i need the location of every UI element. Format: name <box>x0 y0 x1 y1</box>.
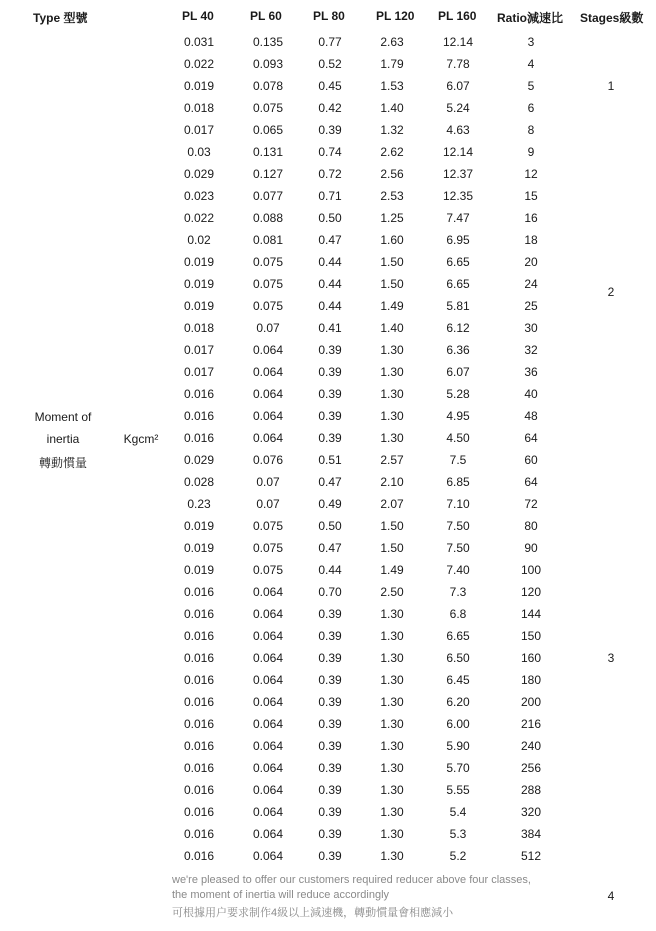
cell-pl160: 6.50 <box>446 651 470 665</box>
cell-pl160: 6.12 <box>446 321 470 335</box>
cell-pl60: 0.07 <box>256 321 280 335</box>
label-chinese: 轉動慣量 <box>38 456 87 470</box>
cell-pl160: 6.45 <box>446 673 470 687</box>
cell-pl40: 0.028 <box>183 475 215 489</box>
cell-pl120: 1.25 <box>380 211 404 225</box>
cell-pl120: 2.57 <box>380 453 404 467</box>
header-pl160: PL 160 <box>438 9 477 23</box>
cell-pl40: 0.016 <box>183 607 215 621</box>
cell-pl120: 1.30 <box>380 849 404 863</box>
note-english-1: we're pleased to offer our customers required reducer above four classes, <box>172 874 531 886</box>
cell-pl60: 0.075 <box>252 299 284 313</box>
cell-pl60: 0.078 <box>252 79 284 93</box>
cell-pl60: 0.064 <box>252 585 284 599</box>
cell-pl60: 0.064 <box>252 343 284 357</box>
cell-ratio: 36 <box>524 365 538 379</box>
cell-pl40: 0.019 <box>183 541 215 555</box>
cell-ratio: 5 <box>527 79 535 93</box>
cell-pl80: 0.39 <box>318 739 342 753</box>
cell-pl80: 0.49 <box>318 497 342 511</box>
cell-pl80: 0.39 <box>318 629 342 643</box>
cell-pl80: 0.39 <box>318 123 342 137</box>
cell-ratio: 24 <box>524 277 538 291</box>
cell-pl80: 0.72 <box>318 167 342 181</box>
cell-ratio: 80 <box>524 519 538 533</box>
cell-pl160: 5.24 <box>446 101 470 115</box>
cell-pl120: 1.30 <box>380 783 404 797</box>
cell-pl80: 0.39 <box>318 431 342 445</box>
cell-ratio: 15 <box>524 189 538 203</box>
cell-pl40: 0.017 <box>183 343 215 357</box>
cell-pl40: 0.016 <box>183 673 215 687</box>
cell-pl80: 0.47 <box>318 541 342 555</box>
cell-pl160: 7.5 <box>449 453 467 467</box>
cell-ratio: 16 <box>524 211 538 225</box>
cell-ratio: 30 <box>524 321 538 335</box>
cell-pl40: 0.03 <box>187 145 211 159</box>
cell-pl60: 0.064 <box>252 673 284 687</box>
header-pl60: PL 60 <box>250 9 282 23</box>
cell-ratio: 256 <box>520 761 542 775</box>
cell-pl160: 12.14 <box>442 35 474 49</box>
cell-pl60: 0.075 <box>252 255 284 269</box>
cell-ratio: 120 <box>520 585 542 599</box>
cell-pl120: 1.49 <box>380 563 404 577</box>
cell-ratio: 100 <box>520 563 542 577</box>
cell-pl60: 0.064 <box>252 431 284 445</box>
cell-pl120: 1.60 <box>380 233 404 247</box>
cell-ratio: 64 <box>524 431 538 445</box>
cell-pl40: 0.016 <box>183 651 215 665</box>
cell-pl40: 0.018 <box>183 321 215 335</box>
cell-pl160: 12.14 <box>442 145 474 159</box>
cell-pl120: 1.30 <box>380 761 404 775</box>
cell-pl160: 6.07 <box>446 365 470 379</box>
header-pl40: PL 40 <box>182 9 214 23</box>
cell-ratio: 72 <box>524 497 538 511</box>
header-stages: Stages級數 <box>580 11 644 25</box>
cell-pl60: 0.135 <box>252 35 284 49</box>
cell-pl160: 7.50 <box>446 519 470 533</box>
label-unit: Kgcm² <box>123 432 159 446</box>
cell-pl160: 6.95 <box>446 233 470 247</box>
cell-ratio: 40 <box>524 387 538 401</box>
cell-pl120: 1.30 <box>380 409 404 423</box>
cell-pl60: 0.081 <box>252 233 284 247</box>
cell-pl40: 0.02 <box>187 233 211 247</box>
cell-pl60: 0.064 <box>252 629 284 643</box>
cell-pl60: 0.088 <box>252 211 284 225</box>
cell-pl60: 0.064 <box>252 849 284 863</box>
cell-pl60: 0.07 <box>256 475 280 489</box>
cell-pl40: 0.022 <box>183 211 215 225</box>
cell-ratio: 216 <box>520 717 542 731</box>
cell-ratio: 20 <box>524 255 538 269</box>
stage-2: 2 <box>607 285 615 299</box>
cell-pl160: 6.65 <box>446 629 470 643</box>
cell-pl40: 0.029 <box>183 453 215 467</box>
cell-pl120: 1.53 <box>380 79 404 93</box>
cell-pl40: 0.023 <box>183 189 215 203</box>
cell-ratio: 8 <box>527 123 535 137</box>
cell-pl80: 0.39 <box>318 673 342 687</box>
cell-pl60: 0.064 <box>252 717 284 731</box>
header-pl80: PL 80 <box>313 9 345 23</box>
cell-pl40: 0.022 <box>183 57 215 71</box>
cell-pl80: 0.39 <box>318 761 342 775</box>
cell-pl80: 0.50 <box>318 211 342 225</box>
cell-pl40: 0.016 <box>183 387 215 401</box>
cell-pl40: 0.016 <box>183 585 215 599</box>
cell-pl80: 0.39 <box>318 607 342 621</box>
cell-pl120: 1.30 <box>380 827 404 841</box>
stage-1: 1 <box>607 79 615 93</box>
cell-pl80: 0.42 <box>318 101 342 115</box>
cell-pl120: 2.07 <box>380 497 404 511</box>
cell-pl80: 0.39 <box>318 827 342 841</box>
cell-ratio: 6 <box>527 101 535 115</box>
cell-ratio: 180 <box>520 673 542 687</box>
cell-pl120: 1.30 <box>380 717 404 731</box>
cell-ratio: 384 <box>520 827 542 841</box>
cell-pl160: 12.37 <box>442 167 474 181</box>
cell-pl40: 0.019 <box>183 563 215 577</box>
cell-pl120: 1.40 <box>380 101 404 115</box>
cell-pl160: 4.50 <box>446 431 470 445</box>
cell-pl120: 1.30 <box>380 387 404 401</box>
cell-pl120: 1.30 <box>380 673 404 687</box>
cell-pl60: 0.07 <box>256 497 280 511</box>
cell-pl120: 1.40 <box>380 321 404 335</box>
cell-pl160: 5.81 <box>446 299 470 313</box>
cell-pl120: 1.30 <box>380 343 404 357</box>
cell-pl40: 0.019 <box>183 255 215 269</box>
header-pl120: PL 120 <box>376 9 415 23</box>
cell-pl160: 6.36 <box>446 343 470 357</box>
cell-pl80: 0.44 <box>318 277 342 291</box>
cell-pl160: 6.65 <box>446 255 470 269</box>
cell-pl80: 0.70 <box>318 585 342 599</box>
cell-pl80: 0.77 <box>318 35 342 49</box>
cell-pl80: 0.45 <box>318 79 342 93</box>
cell-pl160: 5.55 <box>446 783 470 797</box>
note-chinese: 可根據用户要求制作4級以上減速機，轉動慣量會相應減小 <box>172 907 454 919</box>
cell-ratio: 12 <box>524 167 538 181</box>
cell-pl160: 6.65 <box>446 277 470 291</box>
cell-pl40: 0.016 <box>183 695 215 709</box>
cell-pl120: 1.30 <box>380 739 404 753</box>
cell-pl40: 0.018 <box>183 101 215 115</box>
cell-pl40: 0.016 <box>183 431 215 445</box>
cell-pl120: 1.30 <box>380 695 404 709</box>
cell-pl120: 2.10 <box>380 475 404 489</box>
cell-pl60: 0.064 <box>252 805 284 819</box>
cell-pl120: 1.30 <box>380 629 404 643</box>
cell-pl120: 2.53 <box>380 189 404 203</box>
cell-pl40: 0.016 <box>183 827 215 841</box>
cell-pl160: 5.4 <box>449 805 467 819</box>
cell-pl160: 7.3 <box>449 585 467 599</box>
cell-pl160: 7.50 <box>446 541 470 555</box>
cell-pl60: 0.076 <box>252 453 284 467</box>
cell-pl160: 5.70 <box>446 761 470 775</box>
cell-pl60: 0.065 <box>252 123 284 137</box>
cell-pl120: 1.30 <box>380 805 404 819</box>
cell-pl160: 5.2 <box>449 849 467 863</box>
cell-pl80: 0.44 <box>318 299 342 313</box>
cell-pl80: 0.51 <box>318 453 342 467</box>
cell-pl160: 7.47 <box>446 211 470 225</box>
cell-pl80: 0.71 <box>318 189 342 203</box>
cell-pl160: 12.35 <box>442 189 474 203</box>
cell-ratio: 200 <box>520 695 542 709</box>
cell-pl40: 0.016 <box>183 849 215 863</box>
label-moment-of: Moment of <box>34 410 92 424</box>
cell-pl160: 7.78 <box>446 57 470 71</box>
cell-ratio: 48 <box>524 409 538 423</box>
cell-pl160: 7.40 <box>446 563 470 577</box>
cell-ratio: 160 <box>520 651 542 665</box>
cell-pl60: 0.064 <box>252 739 284 753</box>
cell-pl40: 0.016 <box>183 739 215 753</box>
label-inertia: inertia <box>46 432 80 446</box>
cell-pl160: 6.20 <box>446 695 470 709</box>
stage-3: 3 <box>607 651 615 665</box>
cell-pl60: 0.064 <box>252 387 284 401</box>
cell-ratio: 4 <box>527 57 535 71</box>
cell-pl60: 0.064 <box>252 651 284 665</box>
cell-pl80: 0.39 <box>318 365 342 379</box>
cell-pl80: 0.39 <box>318 409 342 423</box>
cell-pl120: 1.30 <box>380 365 404 379</box>
cell-pl120: 1.50 <box>380 519 404 533</box>
cell-pl120: 2.63 <box>380 35 404 49</box>
cell-pl40: 0.029 <box>183 167 215 181</box>
cell-pl40: 0.017 <box>183 365 215 379</box>
cell-pl120: 1.32 <box>380 123 404 137</box>
cell-pl40: 0.016 <box>183 629 215 643</box>
cell-pl80: 0.47 <box>318 475 342 489</box>
cell-pl40: 0.019 <box>183 519 215 533</box>
cell-pl60: 0.064 <box>252 607 284 621</box>
cell-pl120: 1.30 <box>380 607 404 621</box>
cell-ratio: 150 <box>520 629 542 643</box>
cell-pl80: 0.41 <box>318 321 342 335</box>
cell-pl160: 6.8 <box>449 607 467 621</box>
cell-pl120: 1.50 <box>380 541 404 555</box>
cell-pl40: 0.016 <box>183 761 215 775</box>
cell-pl40: 0.016 <box>183 409 215 423</box>
cell-pl160: 4.63 <box>446 123 470 137</box>
cell-ratio: 90 <box>524 541 538 555</box>
cell-pl40: 0.019 <box>183 79 215 93</box>
cell-pl120: 1.50 <box>380 277 404 291</box>
cell-pl120: 1.30 <box>380 431 404 445</box>
cell-pl120: 1.49 <box>380 299 404 313</box>
cell-pl40: 0.031 <box>183 35 215 49</box>
cell-pl80: 0.39 <box>318 695 342 709</box>
cell-ratio: 320 <box>520 805 542 819</box>
cell-pl80: 0.39 <box>318 783 342 797</box>
cell-pl80: 0.44 <box>318 563 342 577</box>
cell-ratio: 18 <box>524 233 538 247</box>
cell-pl60: 0.064 <box>252 409 284 423</box>
cell-ratio: 60 <box>524 453 538 467</box>
cell-pl160: 4.95 <box>446 409 470 423</box>
cell-pl60: 0.077 <box>252 189 284 203</box>
cell-ratio: 64 <box>524 475 538 489</box>
cell-pl80: 0.52 <box>318 57 342 71</box>
cell-pl40: 0.017 <box>183 123 215 137</box>
cell-pl80: 0.39 <box>318 387 342 401</box>
note-english-2: the moment of inertia will reduce accordingly <box>172 889 390 901</box>
cell-ratio: 9 <box>527 145 535 159</box>
cell-pl80: 0.39 <box>318 651 342 665</box>
cell-pl120: 1.79 <box>380 57 404 71</box>
cell-pl60: 0.075 <box>252 101 284 115</box>
cell-pl60: 0.064 <box>252 761 284 775</box>
cell-pl160: 5.28 <box>446 387 470 401</box>
cell-ratio: 3 <box>527 35 535 49</box>
cell-pl160: 5.90 <box>446 739 470 753</box>
header-type: Type 型號 <box>33 11 88 25</box>
cell-pl80: 0.47 <box>318 233 342 247</box>
cell-pl40: 0.016 <box>183 717 215 731</box>
cell-pl160: 7.10 <box>446 497 470 511</box>
cell-pl160: 6.85 <box>446 475 470 489</box>
cell-ratio: 32 <box>524 343 538 357</box>
cell-ratio: 25 <box>524 299 538 313</box>
cell-pl120: 1.30 <box>380 651 404 665</box>
cell-pl80: 0.39 <box>318 849 342 863</box>
cell-pl120: 1.50 <box>380 255 404 269</box>
cell-ratio: 288 <box>520 783 542 797</box>
cell-pl40: 0.019 <box>183 299 215 313</box>
cell-pl160: 5.3 <box>449 827 467 841</box>
cell-pl80: 0.50 <box>318 519 342 533</box>
cell-pl60: 0.131 <box>252 145 284 159</box>
cell-pl60: 0.064 <box>252 827 284 841</box>
cell-pl60: 0.075 <box>252 541 284 555</box>
cell-ratio: 144 <box>520 607 542 621</box>
cell-pl40: 0.23 <box>187 497 211 511</box>
stage-4: 4 <box>607 889 615 903</box>
cell-pl60: 0.075 <box>252 563 284 577</box>
cell-pl120: 2.50 <box>380 585 404 599</box>
cell-pl80: 0.39 <box>318 343 342 357</box>
cell-pl80: 0.44 <box>318 255 342 269</box>
cell-pl60: 0.075 <box>252 277 284 291</box>
cell-pl60: 0.064 <box>252 695 284 709</box>
cell-pl60: 0.075 <box>252 519 284 533</box>
cell-pl80: 0.39 <box>318 805 342 819</box>
cell-pl40: 0.019 <box>183 277 215 291</box>
cell-pl40: 0.016 <box>183 805 215 819</box>
cell-ratio: 240 <box>520 739 542 753</box>
cell-ratio: 512 <box>520 849 542 863</box>
cell-pl60: 0.064 <box>252 783 284 797</box>
cell-pl80: 0.39 <box>318 717 342 731</box>
header-ratio: Ratio減速比 <box>497 11 564 25</box>
cell-pl60: 0.064 <box>252 365 284 379</box>
cell-pl40: 0.016 <box>183 783 215 797</box>
cell-pl120: 2.62 <box>380 145 404 159</box>
cell-pl80: 0.74 <box>318 145 342 159</box>
cell-pl60: 0.093 <box>252 57 284 71</box>
cell-pl160: 6.07 <box>446 79 470 93</box>
cell-pl60: 0.127 <box>252 167 284 181</box>
cell-pl120: 2.56 <box>380 167 404 181</box>
cell-pl160: 6.00 <box>446 717 470 731</box>
